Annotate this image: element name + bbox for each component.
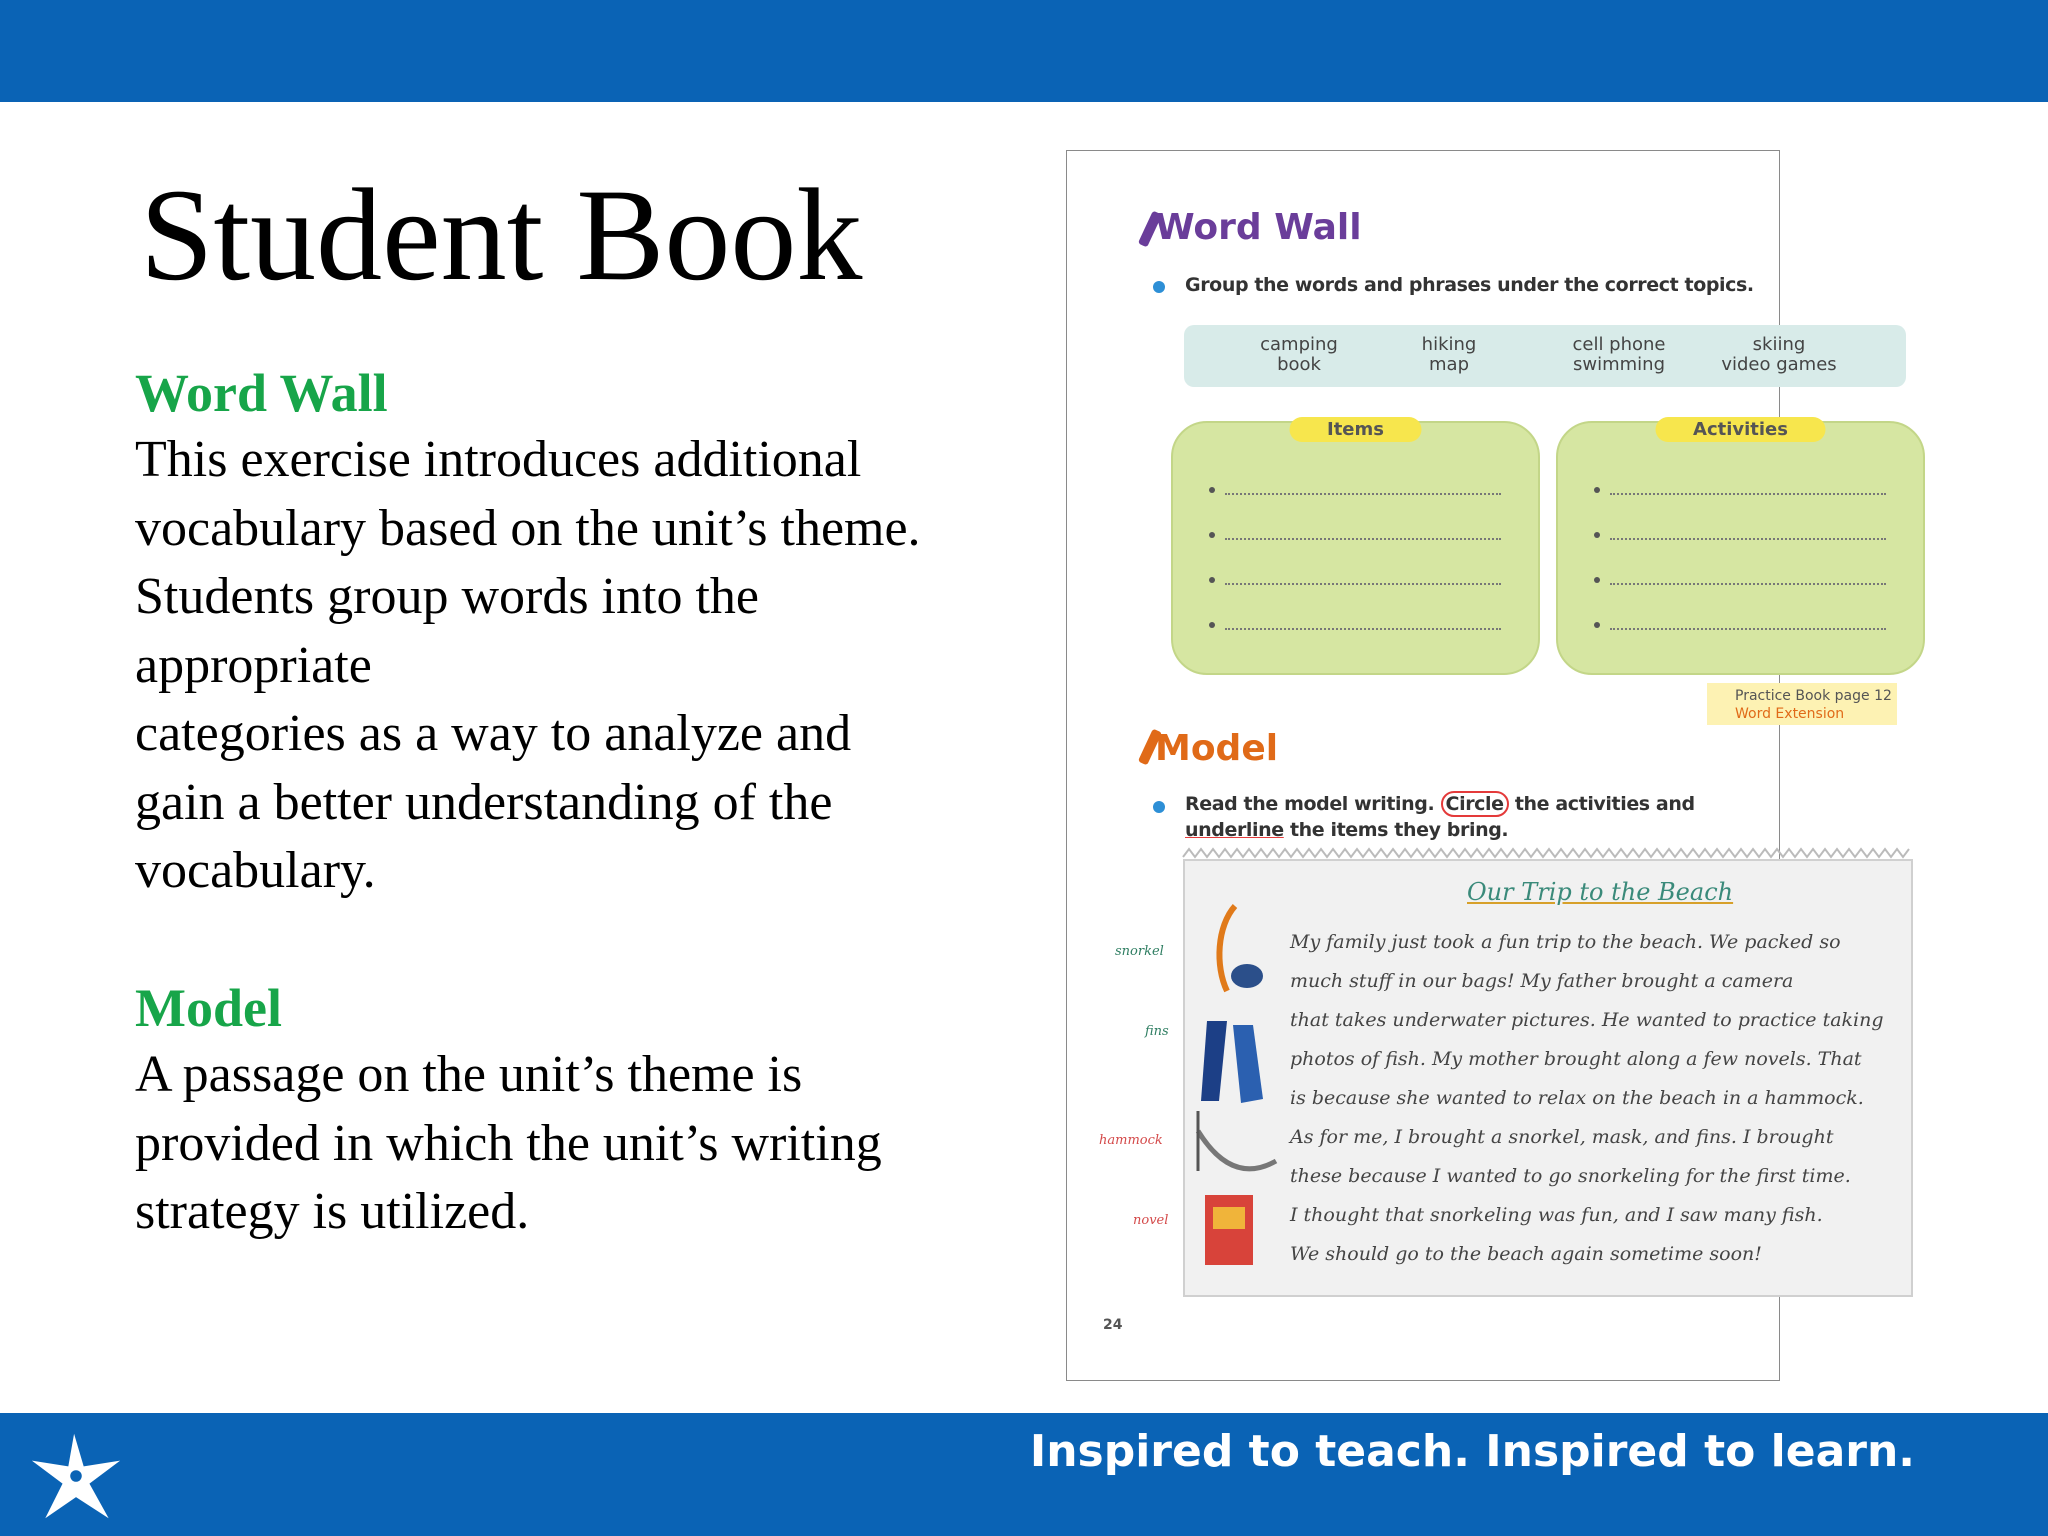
story-text xyxy=(1290,923,1900,1274)
bullet-dot xyxy=(1594,622,1600,628)
story-line: is because she wanted to relax on the beach in a hammock. xyxy=(1290,1087,1864,1109)
text-line: categories as a way to analyze and xyxy=(135,705,852,762)
bullet-dot xyxy=(1594,577,1600,583)
word-bank-column xyxy=(1389,335,1509,375)
model-section xyxy=(135,975,1015,1247)
answer-line xyxy=(1225,628,1501,630)
instr-underline: underline xyxy=(1185,819,1284,841)
practice-ext-ref: Word Extension xyxy=(1735,706,1845,722)
model-heading: Model xyxy=(135,978,282,1038)
word-wall-instruction: Group the words and phrases under the correct topics. xyxy=(1185,274,1754,296)
instr-text: the items they xyxy=(1289,819,1441,841)
top-banner xyxy=(0,0,2048,102)
text-line: gain a better understanding of the xyxy=(135,773,833,831)
bullet-icon xyxy=(1153,801,1165,813)
text-line: Students group words into the xyxy=(135,568,759,625)
bullet-dot xyxy=(1209,622,1215,628)
word-wall-page-title: Word Wall xyxy=(1155,207,1362,248)
activities-label: Activities xyxy=(1655,417,1826,442)
items-box xyxy=(1171,421,1540,675)
word-bank-column xyxy=(1559,335,1679,375)
story-title: Our Trip to the Beach xyxy=(1467,878,1734,906)
word-wall-section xyxy=(135,360,1015,906)
answer-line xyxy=(1610,628,1886,630)
story-line: We should go to the beach again sometime soon! xyxy=(1290,1243,1762,1265)
story-line: that takes underwater pictures. He wanted to practice taking xyxy=(1290,1009,1884,1031)
word: map xyxy=(1429,354,1469,375)
snorkel-label: snorkel xyxy=(1115,944,1164,959)
answer-line xyxy=(1225,493,1501,495)
word: book xyxy=(1277,354,1321,375)
word: camping xyxy=(1260,334,1338,355)
instr-text: bring. xyxy=(1446,819,1509,841)
model-instruction xyxy=(1185,791,1765,843)
fins-label: fins xyxy=(1145,1024,1169,1039)
word-bank-column xyxy=(1719,335,1839,375)
text-line: appropriate xyxy=(135,636,372,694)
answer-line xyxy=(1610,538,1886,540)
story-line: As for me, I brought a snorkel, mask, and fins. I brought xyxy=(1290,1126,1834,1148)
bullet-icon xyxy=(1153,281,1165,293)
student-book-page xyxy=(1066,150,1892,1381)
word: video games xyxy=(1721,354,1837,375)
items-label: Items xyxy=(1289,417,1422,442)
story-line: photos of fish. My mother brought along a few novels. That xyxy=(1290,1048,1862,1070)
word: swimming xyxy=(1572,354,1665,375)
footer-tagline: Inspired to teach. Inspired to learn. xyxy=(1029,1426,1915,1477)
bullet-dot xyxy=(1209,487,1215,493)
practice-book-ref: Practice Book page 12 xyxy=(1735,688,1892,704)
word: cell phone xyxy=(1572,334,1666,355)
answer-line xyxy=(1610,493,1886,495)
hammock-icon xyxy=(1192,1111,1282,1191)
text-line: This exercise introduces additional xyxy=(135,431,862,488)
story-line: I thought that snorkeling was fun, and I saw many fish. xyxy=(1290,1204,1823,1226)
hammock-label: hammock xyxy=(1099,1133,1163,1148)
activities-box xyxy=(1556,421,1925,675)
answer-line xyxy=(1225,583,1501,585)
text-line: strategy is utilized. xyxy=(135,1183,530,1240)
text-line: A passage on the unit’s theme is xyxy=(135,1046,803,1103)
slide-title: Student Book xyxy=(140,161,863,308)
word: skiing xyxy=(1752,334,1806,355)
word-bank-column xyxy=(1239,335,1359,375)
model-page-title: Model xyxy=(1155,728,1279,769)
instr-text: the activities and xyxy=(1514,793,1695,815)
story-line: these because I wanted to go snorkeling for the first time. xyxy=(1290,1165,1851,1187)
instr-circle: Circle xyxy=(1441,791,1509,817)
answer-line xyxy=(1610,583,1886,585)
text-line: vocabulary based on the unit’s theme. xyxy=(135,499,921,557)
model-description xyxy=(135,1041,1015,1247)
bullet-dot xyxy=(1594,487,1600,493)
novel-label: novel xyxy=(1133,1213,1169,1228)
word-wall-description xyxy=(135,426,1015,906)
bullet-dot xyxy=(1209,532,1215,538)
snorkel-icon xyxy=(1207,896,1267,1006)
page-number: 24 xyxy=(1103,1317,1123,1333)
word: hiking xyxy=(1421,334,1477,355)
practice-book-note xyxy=(1707,683,1897,725)
novel-icon xyxy=(1199,1191,1259,1271)
instr-text: Read the model writing. xyxy=(1185,793,1435,815)
answer-line xyxy=(1225,538,1501,540)
text-line: provided in which the unit’s writing xyxy=(135,1114,882,1172)
starfish-logo-icon xyxy=(28,1428,124,1524)
bullet-dot xyxy=(1594,532,1600,538)
model-story xyxy=(1183,859,1913,1297)
bullet-dot xyxy=(1209,577,1215,583)
word-bank xyxy=(1184,325,1906,387)
story-line: My family just took a fun trip to the beach. We packed so xyxy=(1290,931,1841,953)
fins-icon xyxy=(1197,1011,1267,1111)
word-wall-heading: Word Wall xyxy=(135,363,388,423)
story-line: much stuff in our bags! My father brought a camera xyxy=(1290,970,1794,992)
text-line: vocabulary. xyxy=(135,842,376,899)
